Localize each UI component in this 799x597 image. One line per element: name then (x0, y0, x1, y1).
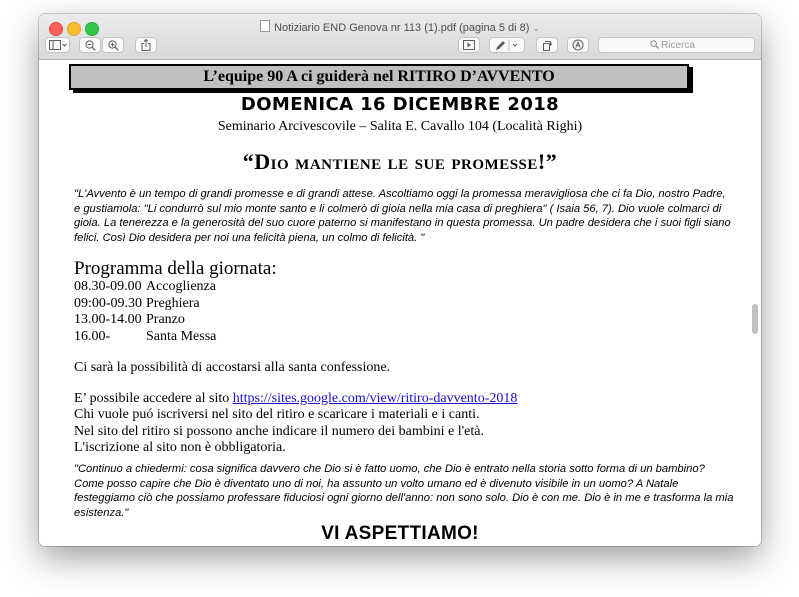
schedule-activity: Preghiera (146, 296, 200, 311)
search-input[interactable] (661, 39, 751, 51)
schedule-activity: Pranzo (146, 312, 185, 327)
schedule-time: 13.00-14.00 (74, 312, 142, 327)
rotate-icon (541, 39, 553, 51)
advent-quote: "L'Avvento è un tempo di grandi promesse e di grandi attese. Ascoltiamo oggi la promessa meravigliosa che ci fa Dio, nostro Padre, e gustiamola: "Li condurrò sul mio monte santo e li colmerò di gioia nella mia casa di preghiera" ( Isaia 56, 7). Dio vuole colmarci di gioia. La tenerezza e la generosità del suo cuore paterno si manifestano in questa promessa. Un padre desidera che i suoi figli siano felici. Così Dio desidera per noi una felicità piena, un colmo di felicità. " (74, 188, 731, 244)
optional-line: L'iscrizione al sito non è obbligatoria. (74, 440, 286, 455)
schedule-row (74, 279, 216, 295)
window-title[interactable] (219, 20, 581, 34)
schedule-time: 09:00-09.30 (74, 296, 143, 311)
site-line (74, 391, 517, 407)
title-bar (39, 14, 761, 60)
schedule-row (74, 296, 200, 312)
schedule-time: 08.30-09.00 (74, 279, 142, 294)
close-window-button[interactable] (49, 22, 63, 36)
program-title: Programma della giornata: (74, 258, 277, 279)
annotate-icon (572, 39, 584, 51)
headline: “Dio mantiene le sue promesse!” (242, 149, 558, 174)
retreat-banner: L’equipe 90 A ci guiderà nel RITIRO D’AVVENTO (69, 64, 689, 90)
schedule-time: 16.00- (74, 329, 111, 344)
annotate-button[interactable] (567, 37, 589, 53)
share-button[interactable] (135, 37, 157, 53)
zoom-out-icon (85, 40, 96, 51)
zoom-in-button[interactable] (102, 37, 124, 53)
register-line: Chi vuole puó iscriversi nel sito del ritiro e scaricare i materiali e i canti. (74, 407, 480, 422)
rotate-button[interactable] (536, 37, 558, 53)
zoom-window-button[interactable] (85, 22, 99, 36)
schedule-activity: Santa Messa (146, 329, 217, 344)
markup-button[interactable] (489, 37, 525, 53)
preview-window (39, 14, 761, 546)
schedule-activity: Accoglienza (146, 279, 216, 294)
chevron-down-icon: ⌄ (532, 23, 540, 33)
pen-icon (495, 40, 519, 51)
christmas-quote: "Continuo a chiedermi: cosa significa davvero che Dio si è fatto uomo, che Dio è entrato nella storia sotto forma di un bambino? Come posso capire che Dio è diventato uno di noi, ha assunto un volto umano ed è divenuto visibile in un uomo? A Natale festeggiamo ciò che possiamo professare fiduciosi ogni giorno dell'anno: non sono solo. Dio è con me. Dio è in me e trasforma la mia esistenza." (74, 463, 734, 519)
document-page (39, 60, 761, 546)
pdf-document-icon (260, 20, 270, 32)
vertical-scrollbar[interactable] (752, 304, 758, 334)
search-field[interactable] (598, 37, 755, 53)
schedule-row (74, 329, 216, 345)
zoom-in-icon (108, 40, 119, 51)
window-title-text: Notiziario END Genova nr 113 (1).pdf (pagina 5 di 8) (274, 22, 530, 34)
children-line: Nel sito del ritiro si possono anche indicare il numero dei bambini e l'età. (74, 424, 484, 439)
slideshow-button[interactable] (458, 37, 480, 53)
site-link[interactable]: https://sites.google.com/view/ritiro-davvento-2018 (232, 391, 518, 406)
event-place: Seminario Arcivescovile – Salita E. Cavallo 104 (Località Righi) (217, 119, 583, 134)
search-icon (650, 40, 659, 49)
sidebar-toggle-button[interactable] (45, 37, 70, 53)
minimize-window-button[interactable] (67, 22, 81, 36)
zoom-out-button[interactable] (79, 37, 101, 53)
closing-text: VI ASPETTIAMO! (321, 523, 479, 544)
schedule-row (74, 312, 185, 328)
event-date: DOMENICA 16 DICEMBRE 2018 (240, 94, 560, 115)
play-icon (463, 40, 475, 50)
sidebar-icon (49, 40, 67, 50)
share-icon (141, 39, 151, 51)
confession-note: Ci sarà la possibilità di accostarsi alla santa confessione. (74, 360, 391, 375)
site-intro: E’ possibile accedere al sito (74, 391, 233, 406)
